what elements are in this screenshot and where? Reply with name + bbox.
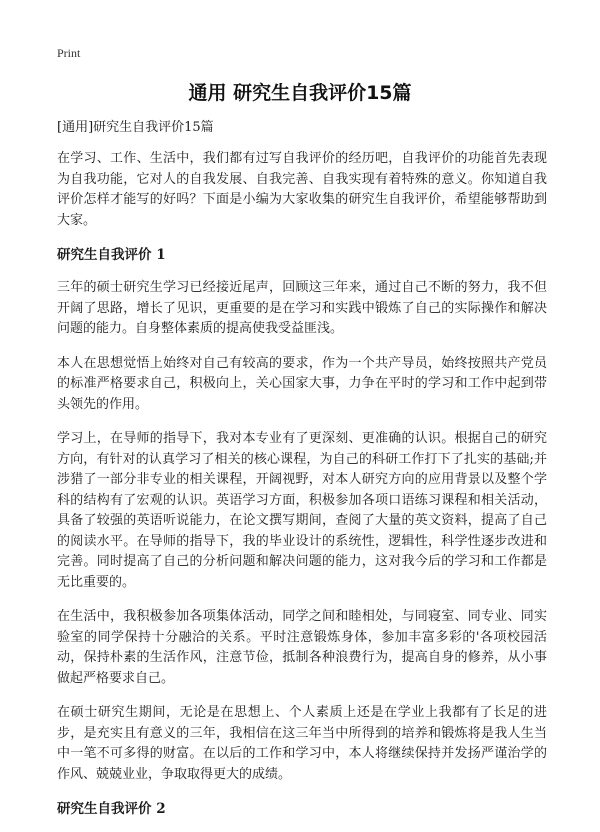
article-subtitle: [通用]研究生自我评价15篇: [57, 120, 214, 135]
section-heading-2: 研究生自我评价 2: [57, 801, 166, 817]
section-heading-1: 研究生自我评价 1: [57, 247, 166, 263]
print-link[interactable]: Print: [57, 46, 81, 60]
section-1-paragraph-3: 学习上，在导师的指导下，我对本专业有了更深刻、更准确的认识。根据自己的研究方向，有针对的认真学习了相关的核心课程，为自己的科研工作打下了扎实的基础;并涉猎了一部分非专业的相关课程，开阔视野，对本人研究方向的应用背景以及整个学科的结构有了宏观的认识。英语学习方面，积极参加各项口语练习课程和相关活动，具备了较强的英语听说能力，在论文撰写期间，查阅了大量的英文资料，提高了自己的阅读水平。在导师的指导下，我的毕业设计的系统性，逻辑性，科学性逐步改进和完善。同时提高了自己的分析问题和解决问题的能力，这对我今后的学习和工作都是无比重要的。: [57, 431, 547, 590]
section-1-paragraph-5: 在硕士研究生期间，无论是在思想上、个人素质上还是在学业上我都有了长足的进步，是充实且有意义的三年，我相信在这三年当中所得到的培养和锻炼将是我人生当中一笔不可多得的财富。在以后的工作和学习中，本人将继续保持并发扬严谨治学的作风、兢兢业业，争取取得更大的成绩。: [57, 705, 547, 782]
section-1-paragraph-2: 本人在思想觉悟上始终对自己有较高的要求，作为一个共产导员，始终按照共产党员的标准严格要求自己，积极向上，关心国家大事，力争在平时的学习和工作中起到带头领先的作用。: [57, 355, 547, 412]
intro-paragraph: 在学习、工作、生活中，我们都有过写自我评价的经历吧，自我评价的功能首先表现为自我功能，它对人的自我发展、自我完善、自我实现有着特殊的意义。你知道自我评价怎样才能写的好吗？下面是小编为大家收集的研究生自我评价，希望能够帮助到大家。: [57, 151, 547, 228]
section-1-paragraph-4: 在生活中，我积极参加各项集体活动，同学之间和睦相处，与同寝室、同专业、同实验室的同学保持十分融洽的关系。平时注意锻炼身体，参加丰富多彩的'各项校园活动，保持朴素的生活作风，注意节俭，抵制各种浪费行为，提高自身的修养，从小事做起严格要求自己。: [57, 609, 547, 686]
section-1-paragraph-1: 三年的硕士研究生学习已经接近尾声，回顾这三年来，通过自己不断的努力，我不但开阔了思路，增长了见识，更重要的是在学习和实践中锻炼了自己的实际操作和解决问题的能力。自身整体素质的提高使我受益匪浅。: [57, 280, 547, 336]
article-body: [57, 118, 547, 832]
page-title: 通用 研究生自我评价15篇: [188, 82, 412, 104]
